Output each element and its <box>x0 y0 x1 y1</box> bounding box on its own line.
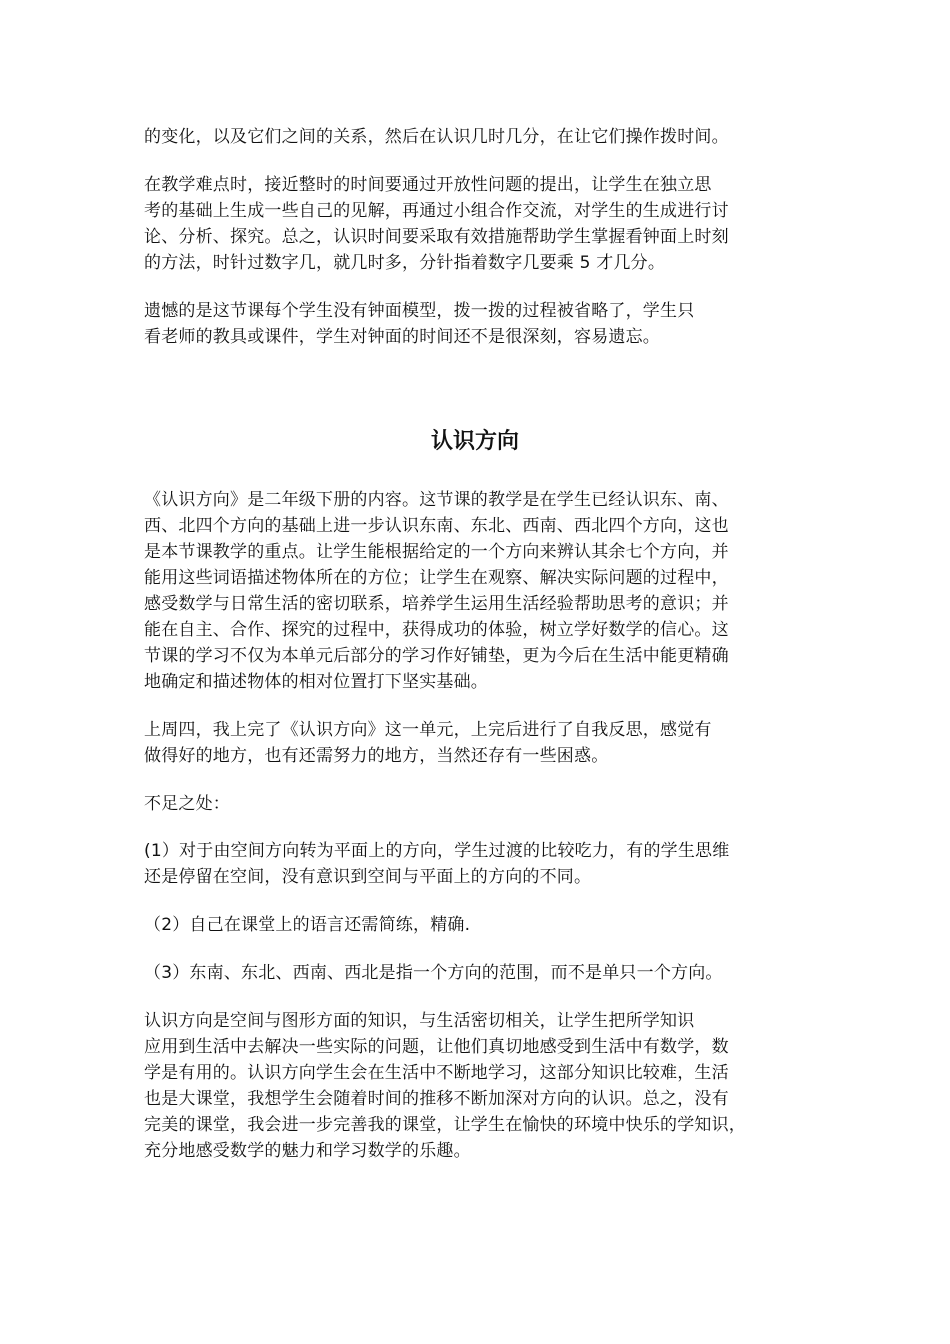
text-line: 认识方向是空间与图形方面的知识，与生活密切相关，让学生把所学知识 <box>144 1011 695 1031</box>
text-line: 完美的课堂，我会进一步完善我的课堂，让学生在愉快的环境中快乐的学知识， <box>144 1115 746 1135</box>
text-line: 的方法，时针过数字几，就几时多，分针指着数字几要乘 5 才几分。 <box>144 253 666 273</box>
text-line: (1）对于由空间方向转为平面上的方向，学生过渡的比较吃力，有的学生思维 <box>144 841 730 861</box>
text-line: 在教学难点时，接近整时的时间要通过开放性问题的提出，让学生在独立思 <box>144 175 712 195</box>
text-line: 能在自主、合作、探究的过程中，获得成功的体验，树立学好数学的信心。这 <box>144 620 729 640</box>
text-line: 不足之处： <box>144 794 230 814</box>
text-line: 应用到生活中去解决一些实际的问题，让他们真切地感受到生活中有数学，数 <box>144 1037 729 1057</box>
text-line: （3）东南、东北、西南、西北是指一个方向的范围，而不是单只一个方向。 <box>144 963 723 983</box>
text-line: 地确定和描述物体的相对位置打下坚实基础。 <box>144 672 488 692</box>
text-line: 做得好的地方，也有还需努力的地方，当然还存有一些困惑。 <box>144 746 609 766</box>
text-line: 看老师的教具或课件，学生对钟面的时间还不是很深刻，容易遗忘。 <box>144 327 660 347</box>
text-line: 的变化，以及它们之间的关系，然后在认识几时几分，在让它们操作拨时间。 <box>144 127 729 147</box>
text-line: 感受数学与日常生活的密切联系，培养学生运用生活经验帮助思考的意识；并 <box>144 594 729 614</box>
text-line: 考的基础上生成一些自己的见解，再通过小组合作交流，对学生的生成进行讨 <box>144 201 729 221</box>
text-line: 上周四，我上完了《认识方向》这一单元，上完后进行了自我反思，感觉有 <box>144 720 712 740</box>
text-line: 遗憾的是这节课每个学生没有钟面模型，拨一拨的过程被省略了，学生只 <box>144 301 695 321</box>
text-line: 学是有用的。认识方向学生会在生活中不断地学习，这部分知识比较难，生活 <box>144 1063 729 1083</box>
text-line: 《认识方向》是二年级下册的内容。这节课的教学是在学生已经认识东、南、 <box>144 490 729 510</box>
text-line: 能用这些词语描述物体所在的方位；让学生在观察、解决实际问题的过程中， <box>144 568 729 588</box>
text-line: 西、北四个方向的基础上进一步认识东南、东北、西南、西北四个方向，这也 <box>144 516 729 536</box>
text-line: （2）自己在课堂上的语言还需简练，精确. <box>144 915 471 935</box>
text-line: 充分地感受数学的魅力和学习数学的乐趣。 <box>144 1141 471 1161</box>
section-title: 认识方向 <box>430 429 519 454</box>
text-line: 还是停留在空间，没有意识到空间与平面上的方向的不同。 <box>144 867 592 887</box>
text-line: 也是大课堂，我想学生会随着时间的推移不断加深对方向的认识。总之，没有 <box>144 1089 729 1109</box>
text-line: 论、分析、探究。总之，认识时间要采取有效措施帮助学生掌握看钟面上时刻 <box>144 227 729 247</box>
text-line: 是本节课教学的重点。让学生能根据给定的一个方向来辨认其余七个方向，并 <box>144 542 729 562</box>
text-line: 节课的学习不仅为本单元后部分的学习作好铺垫，更为今后在生活中能更精确 <box>144 646 729 666</box>
